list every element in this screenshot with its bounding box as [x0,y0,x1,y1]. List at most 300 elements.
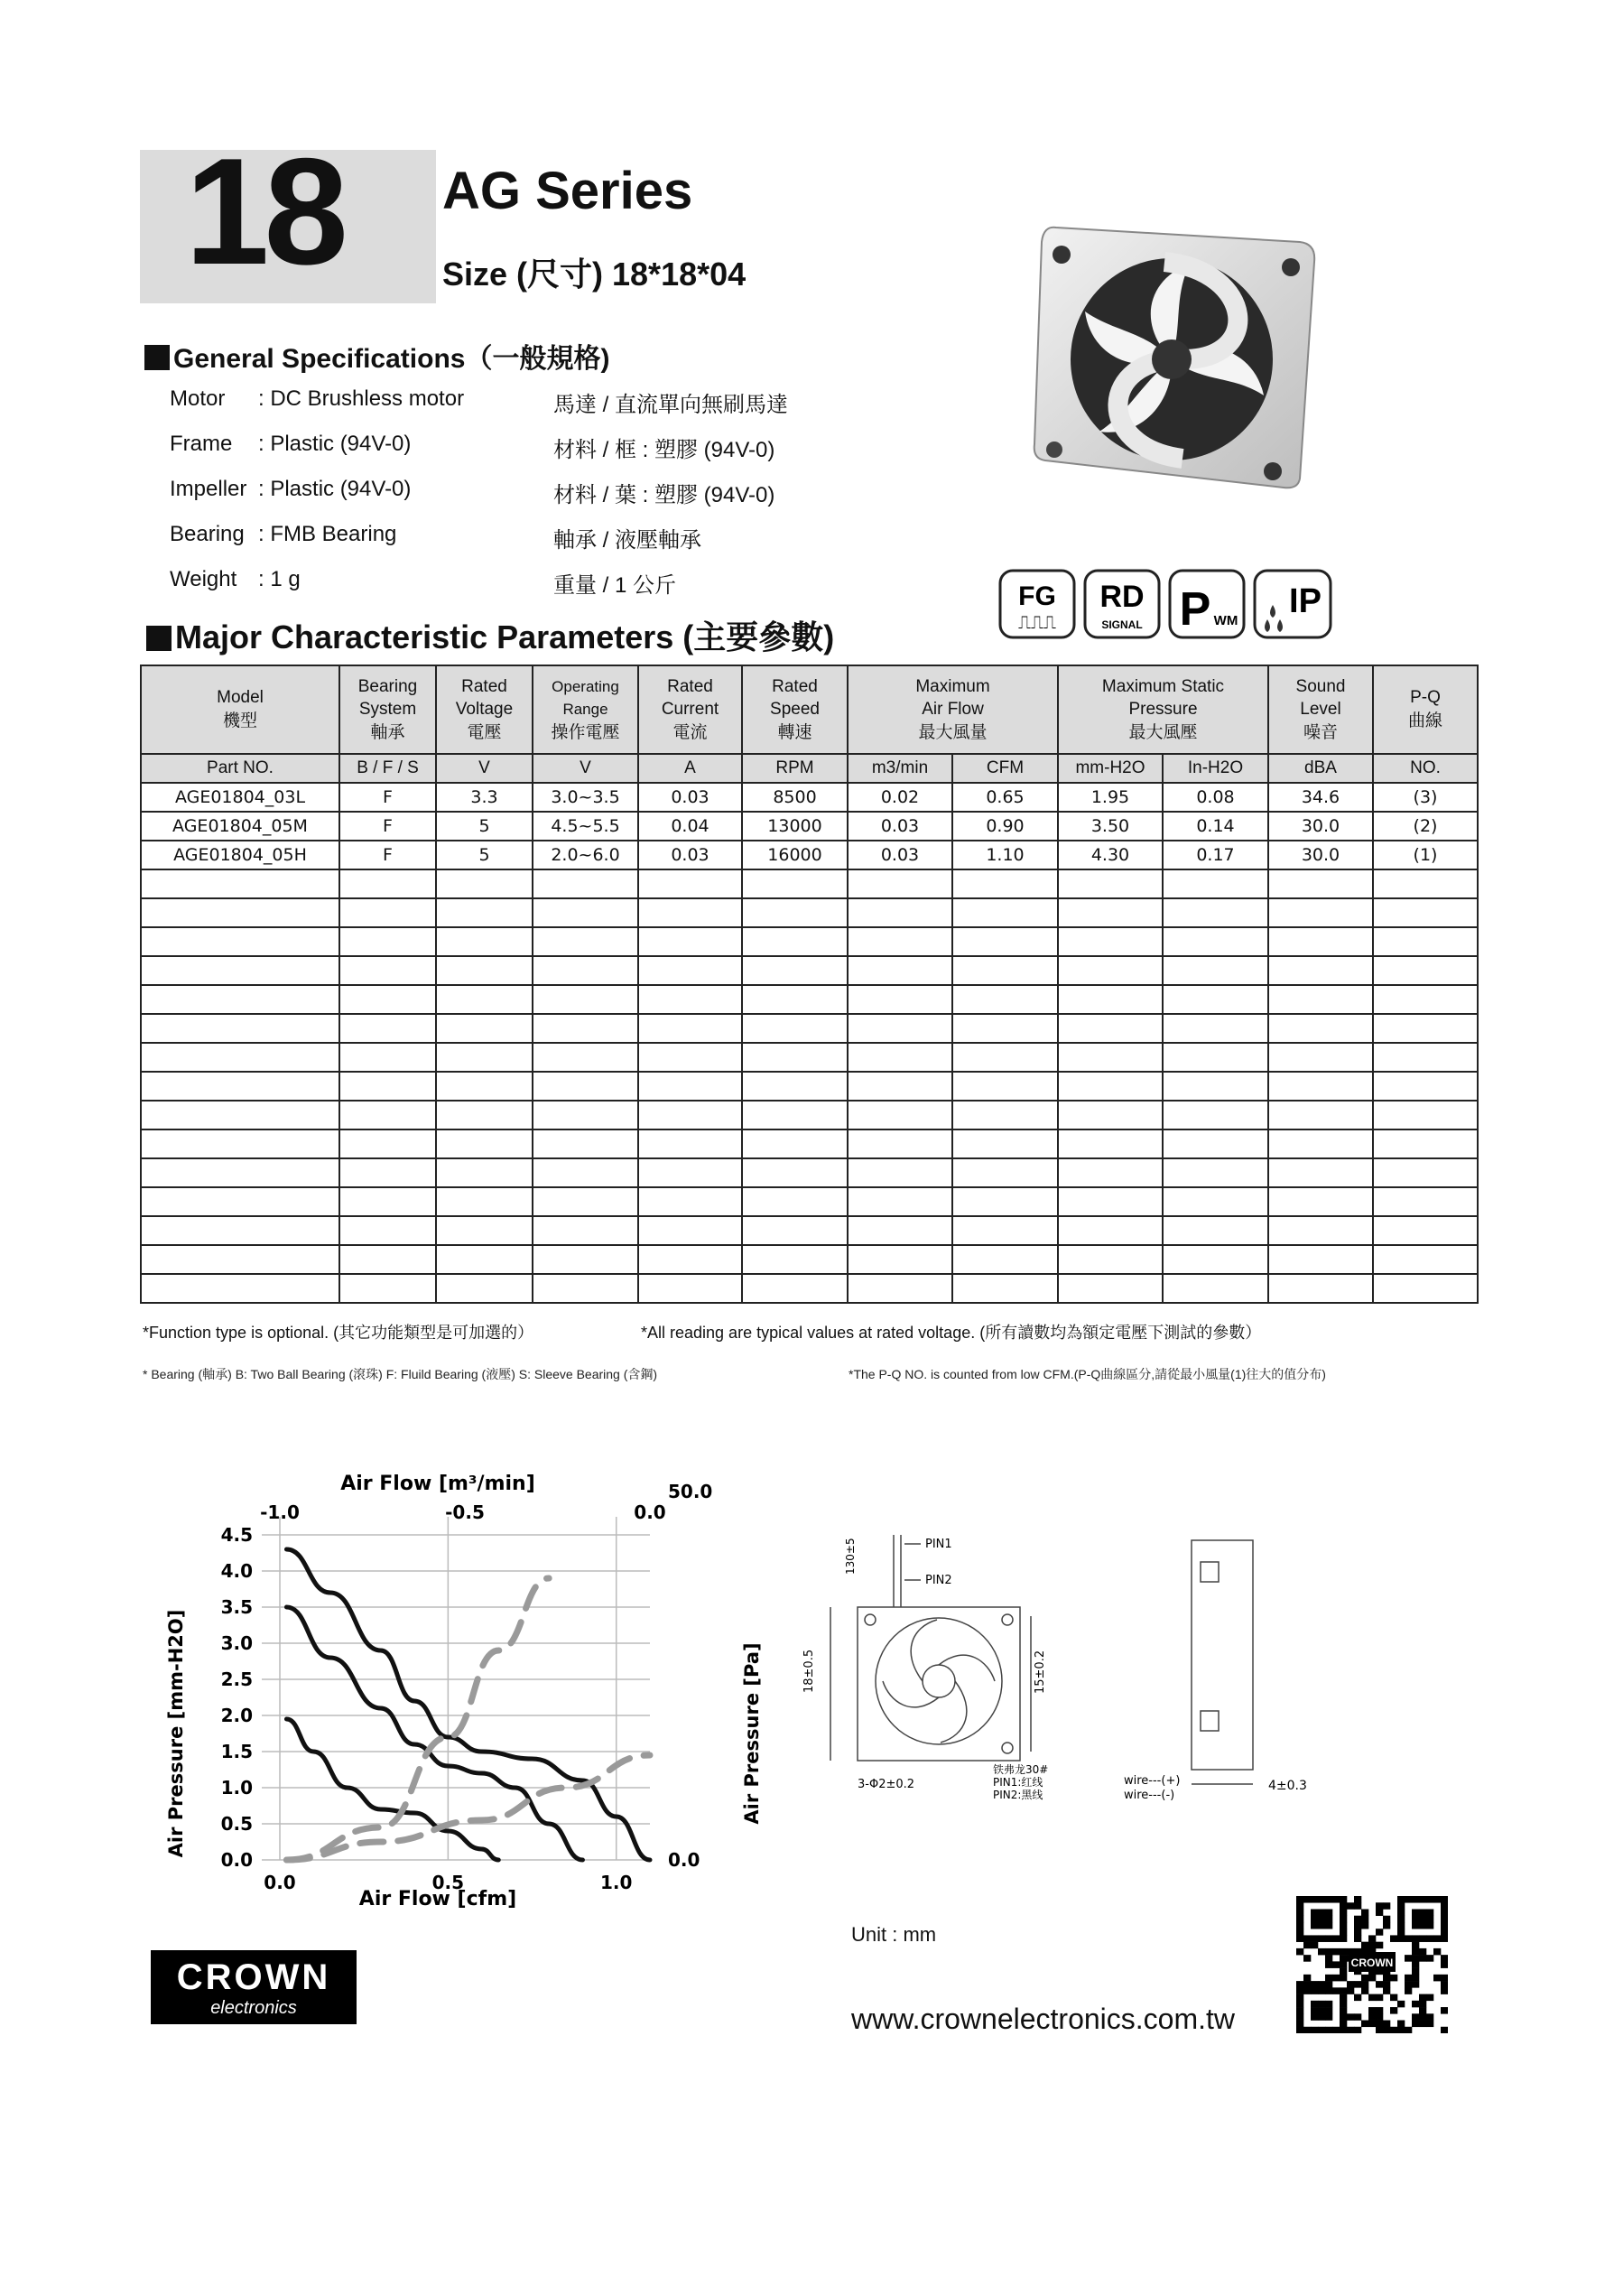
empty-cell [339,898,436,927]
svg-text:WM: WM [1213,613,1238,628]
note-readings: *All reading are typical values at rated voltage. (所有讀數均為額定電壓下測試的參數） [641,1324,1262,1342]
empty-cell [1163,1129,1268,1158]
empty-cell [638,956,742,985]
empty-cell [638,1245,742,1274]
table-cell: 8500 [742,783,848,812]
x-tick-label: 1.0 [600,1872,633,1893]
chart-series [286,1549,650,1860]
spec-row-bearing [170,522,702,553]
table-cell: 2.0~6.0 [533,841,638,869]
empty-cell [339,956,436,985]
empty-cell [638,985,742,1014]
empty-cell [1268,956,1373,985]
empty-cell [339,1274,436,1303]
empty-cell [952,1245,1058,1274]
y-tick-label: 4.0 [220,1560,253,1582]
table-cell: 0.03 [848,841,952,869]
unit-cell: In-H2O [1163,754,1268,783]
table-cell: 13000 [742,812,848,841]
empty-cell [952,956,1058,985]
spec-key: Motor [170,386,226,411]
empty-row [141,869,1478,898]
empty-cell [1268,1129,1373,1158]
empty-cell [1268,1101,1373,1129]
empty-cell [436,898,533,927]
empty-cell [533,1274,638,1303]
header-model: Model 機型 [141,665,339,754]
empty-cell [339,1101,436,1129]
empty-cell [533,1101,638,1129]
empty-cell [1058,1014,1163,1043]
empty-cell [742,1129,848,1158]
table-cell: 0.02 [848,783,952,812]
empty-row [141,1101,1478,1129]
empty-cell [1268,985,1373,1014]
empty-cell [742,1187,848,1216]
empty-cell [1058,1072,1163,1101]
empty-cell [952,1129,1058,1158]
header-sound: Sound Level 噪音 [1268,665,1373,754]
pwm-badge-icon [1170,571,1244,637]
empty-cell [1163,956,1268,985]
wire-minus: wire---(-) [1124,1789,1175,1802]
empty-cell [533,1129,638,1158]
empty-cell [533,1014,638,1043]
empty-row [141,1274,1478,1303]
top-axis-label: Air Flow [m³/min] [340,1473,535,1495]
empty-cell [1268,1158,1373,1187]
empty-cell [339,1072,436,1101]
empty-cell [436,1014,533,1043]
empty-cell [339,1129,436,1158]
empty-cell [436,1072,533,1101]
empty-cell [436,1101,533,1129]
empty-cell [1058,1216,1163,1245]
function-badges [998,569,1334,641]
empty-cell [742,927,848,956]
pin2-label: PIN2 [925,1574,952,1587]
empty-cell [533,1245,638,1274]
table-cell: F [339,812,436,841]
empty-cell [848,1274,952,1303]
table-cell: 1.95 [1058,783,1163,812]
y-tick-label: 0.5 [220,1813,253,1835]
unit-cell: V [533,754,638,783]
empty-cell [742,1274,848,1303]
svg-text:⎍⎍⎍: ⎍⎍⎍ [1018,611,1056,633]
empty-cell [1163,1274,1268,1303]
empty-cell [141,1072,339,1101]
empty-cell [1268,869,1373,898]
table-row [141,783,1478,812]
spec-row-impeller [170,477,775,507]
dim-130: 130±5 [844,1538,857,1575]
unit-cell: NO. [1373,754,1478,783]
table-cell: AGE01804_03L [141,783,339,812]
empty-cell [848,1043,952,1072]
empty-cell [141,898,339,927]
empty-cell [742,1158,848,1187]
empty-cell [638,869,742,898]
empty-cell [141,1014,339,1043]
empty-cell [1058,1158,1163,1187]
empty-cell [1058,1129,1163,1158]
empty-cell [339,1216,436,1245]
empty-cell [339,869,436,898]
table-row [141,812,1478,841]
empty-cell [638,898,742,927]
empty-cell [848,898,952,927]
empty-cell [141,1158,339,1187]
header-bearing: Bearing System 軸承 [339,665,436,754]
table-cell: 0.08 [1163,783,1268,812]
y-tick-label: 3.5 [220,1596,253,1618]
svg-text:RD: RD [1099,580,1145,614]
empty-cell [1163,1245,1268,1274]
empty-row [141,985,1478,1014]
y-tick-label: 3.0 [220,1632,253,1654]
empty-cell [1268,1043,1373,1072]
empty-cell [848,1216,952,1245]
note-pq: *The P-Q NO. is counted from low CFM.(P-Q曲線區分,請從最小風量(1)往大的值分布) [849,1367,1326,1381]
empty-cell [1163,1101,1268,1129]
table-cell: 3.50 [1058,812,1163,841]
empty-cell [533,1158,638,1187]
table-cell: 3.0~3.5 [533,783,638,812]
empty-cell [436,1187,533,1216]
spec-zh: 材料 / 框 : 塑膠 (94V-0) [553,438,775,462]
table-cell: 30.0 [1268,812,1373,841]
empty-cell [141,1216,339,1245]
header-current: Rated Current 電流 [638,665,742,754]
dim-4: 4±0.3 [1268,1779,1307,1793]
empty-cell [638,1216,742,1245]
wire-note-1: 铁弗龙30# [993,1763,1049,1776]
table-cell: 0.03 [638,783,742,812]
empty-row [141,1158,1478,1187]
empty-cell [1373,927,1478,956]
chart-grid [262,1517,650,1860]
table-cell: 34.6 [1268,783,1373,812]
top-tick-label: 0.0 [634,1501,666,1523]
table-cell: (1) [1373,841,1478,869]
svg-text:P: P [1179,583,1211,636]
empty-cell [436,1129,533,1158]
empty-cell [533,1187,638,1216]
empty-cell [1373,1187,1478,1216]
empty-cell [1373,1043,1478,1072]
empty-cell [638,1014,742,1043]
empty-cell [848,1158,952,1187]
table-cell: AGE01804_05H [141,841,339,869]
empty-cell [638,1043,742,1072]
spec-value: : FMB Bearing [258,522,397,546]
empty-cell [141,1129,339,1158]
size-number: 18 [185,126,343,296]
empty-cell [1373,956,1478,985]
empty-cell [742,1216,848,1245]
unit-cell: dBA [1268,754,1373,783]
empty-cell [1373,1216,1478,1245]
y-axis-label: Air Pressure [mm-H2O] [165,1609,187,1858]
spec-zh: 材料 / 葉 : 塑膠 (94V-0) [553,483,775,507]
empty-cell [1163,985,1268,1014]
spec-zh: 馬達 / 直流單向無刷馬達 [553,393,789,417]
spec-value: : Plastic (94V-0) [258,477,412,501]
y-tick-label: 0.0 [220,1849,253,1871]
empty-cell [1373,985,1478,1014]
header-static-pressure: Maximum Static Pressure 最大風壓 [1058,665,1268,754]
spec-row-weight [170,567,677,598]
table-cell: 1.10 [952,841,1058,869]
empty-cell [533,869,638,898]
table-cell: 0.04 [638,812,742,841]
y-tick-label: 4.5 [220,1524,253,1546]
empty-row [141,1043,1478,1072]
empty-cell [1373,1158,1478,1187]
empty-cell [1163,1072,1268,1101]
header-air-flow: Maximum Air Flow 最大風量 [848,665,1058,754]
spec-key: Impeller [170,477,247,501]
unit-cell: CFM [952,754,1058,783]
empty-cell [742,1072,848,1101]
unit-cell: m3/min [848,754,952,783]
spec-value: : Plastic (94V-0) [258,432,412,456]
empty-cell [1373,898,1478,927]
empty-cell [952,869,1058,898]
empty-cell [1163,1158,1268,1187]
empty-cell [436,869,533,898]
y-tick-label: 1.0 [220,1777,253,1799]
empty-cell [638,1187,742,1216]
wire-note-2: PIN1:红线 [993,1776,1043,1789]
header-voltage: Rated Voltage 電壓 [436,665,533,754]
empty-cell [1268,1274,1373,1303]
dim-15: 15±0.2 [1034,1650,1047,1694]
square-bullet-icon [144,345,170,370]
empty-cell [638,1129,742,1158]
empty-cell [952,927,1058,956]
unit-cell: A [638,754,742,783]
table-cell: 4.30 [1058,841,1163,869]
chart-ticks [221,1463,726,1893]
empty-row [141,1072,1478,1101]
empty-cell [1268,1245,1373,1274]
series-title: AG Series [442,162,693,220]
empty-cell [339,1014,436,1043]
empty-cell [848,1187,952,1216]
table-row [141,841,1478,869]
empty-row [141,1187,1478,1216]
major-params-title: Major Characteristic Parameters (主要參數) [146,612,834,658]
empty-cell [533,956,638,985]
empty-cell [141,1187,339,1216]
y2-axis-label: Air Pressure [Pa] [741,1642,763,1825]
empty-cell [1373,1129,1478,1158]
empty-cell [141,956,339,985]
table-body [141,783,1478,1303]
empty-cell [952,1274,1058,1303]
empty-cell [848,956,952,985]
empty-cell [742,1014,848,1043]
x-tick-label: 0.5 [431,1872,465,1893]
empty-cell [952,1158,1058,1187]
empty-cell [1058,956,1163,985]
empty-cell [533,1043,638,1072]
empty-cell [533,927,638,956]
empty-cell [339,985,436,1014]
x-tick-label: 0.0 [264,1872,296,1893]
empty-cell [141,869,339,898]
empty-cell [141,1245,339,1274]
empty-cell [1163,898,1268,927]
empty-cell [1268,898,1373,927]
table-cell: 0.03 [848,812,952,841]
table-cell: (2) [1373,812,1478,841]
empty-cell [638,1274,742,1303]
empty-cell [436,1216,533,1245]
empty-cell [436,1245,533,1274]
spec-value: : 1 g [258,567,301,591]
pin1-label: PIN1 [925,1538,952,1551]
rd-badge-icon [1085,571,1159,637]
unit-cell: V [436,754,533,783]
empty-cell [1268,1014,1373,1043]
top-tick-label: -1.0 [260,1501,300,1523]
table-cell: AGE01804_05M [141,812,339,841]
empty-cell [141,927,339,956]
empty-cell [848,1014,952,1043]
empty-cell [848,927,952,956]
series-line-3 [286,1719,498,1860]
empty-row [141,898,1478,927]
empty-cell [952,1216,1058,1245]
empty-cell [436,1158,533,1187]
empty-cell [1058,1101,1163,1129]
wire-note-3: PIN2:黑线 [993,1789,1043,1801]
empty-cell [742,1043,848,1072]
empty-cell [1058,898,1163,927]
empty-cell [638,1101,742,1129]
empty-cell [1268,927,1373,956]
empty-cell [436,956,533,985]
empty-row [141,927,1478,956]
qr-code-icon [1296,1896,1448,2033]
spec-row-motor [170,386,789,417]
empty-row [141,1245,1478,1274]
empty-cell [1373,1014,1478,1043]
empty-cell [436,1274,533,1303]
empty-cell [848,869,952,898]
website-link[interactable]: www.crownelectronics.com.tw [851,2003,1235,2035]
svg-text:IP: IP [1289,582,1322,620]
x-axis-label: Air Flow [cfm] [358,1888,517,1910]
empty-cell [1268,1216,1373,1245]
holes-label: 3-Φ2±0.2 [858,1778,915,1791]
empty-row [141,1014,1478,1043]
empty-cell [742,985,848,1014]
empty-cell [1373,1245,1478,1274]
header-speed: Rated Speed 轉速 [742,665,848,754]
size-label: Size (尺寸) 18*18*04 [442,256,747,293]
table-cell: 0.65 [952,783,1058,812]
empty-cell [533,1072,638,1101]
empty-cell [952,985,1058,1014]
empty-cell [952,1043,1058,1072]
header-pq: P-Q 曲線 [1373,665,1478,754]
empty-cell [848,1101,952,1129]
empty-cell [1268,1187,1373,1216]
empty-cell [339,1245,436,1274]
empty-cell [1268,1072,1373,1101]
dim-18: 18±0.5 [802,1649,816,1693]
empty-cell [638,1072,742,1101]
empty-cell [141,1274,339,1303]
empty-cell [742,869,848,898]
empty-cell [339,1043,436,1072]
series-line-2 [286,1607,582,1860]
empty-cell [1163,927,1268,956]
table-cell: 0.14 [1163,812,1268,841]
top-tick-label: -0.5 [445,1501,485,1523]
table-cell: 4.5~5.5 [533,812,638,841]
y-tick-label: 1.5 [220,1741,253,1762]
empty-cell [1373,1101,1478,1129]
empty-cell [436,1043,533,1072]
empty-cell [638,927,742,956]
empty-cell [638,1158,742,1187]
table-cell: 0.90 [952,812,1058,841]
table-cell: F [339,841,436,869]
spec-row-frame [170,432,775,462]
units-row [141,754,1478,783]
empty-cell [952,1187,1058,1216]
empty-cell [742,1245,848,1274]
unit-cell: RPM [742,754,848,783]
table-cell: (3) [1373,783,1478,812]
table-cell: 30.0 [1268,841,1373,869]
header-operating-range: Operating Range 操作電壓 [533,665,638,754]
table-cell: 16000 [742,841,848,869]
spec-zh: 軸承 / 液壓軸承 [553,528,702,553]
note-bearing: * Bearing (軸承) B: Two Ball Bearing (滾珠) F: Fluild Bearing (液壓) S: Sleeve Bearing (含鋼) [143,1367,658,1381]
empty-cell [141,1101,339,1129]
unit-cell: mm-H2O [1058,754,1163,783]
spec-value: : DC Brushless motor [258,386,465,411]
empty-cell [952,1101,1058,1129]
y2-tick-label: 50.0 [668,1481,713,1503]
empty-row [141,1129,1478,1158]
table-cell: 3.3 [436,783,533,812]
svg-text:CROWN: CROWN [1350,1957,1394,1969]
spec-key: Weight [170,567,237,591]
general-specs-title: General Specifications（一般規格) [144,336,609,376]
unit-cell: B / F / S [339,754,436,783]
empty-cell [141,985,339,1014]
note-function: *Function type is optional. (其它功能類型是可加選的） [143,1324,534,1342]
spec-key: Bearing [170,522,245,546]
spec-zh: 重量 / 1 公斤 [553,573,677,598]
table-cell: 0.03 [638,841,742,869]
table-cell: F [339,783,436,812]
table-cell: 5 [436,812,533,841]
empty-cell [1058,1043,1163,1072]
spec-table [140,665,1479,1304]
svg-text:FG: FG [1018,581,1056,611]
table-cell: 0.17 [1163,841,1268,869]
empty-cell [339,1187,436,1216]
empty-cell [1373,869,1478,898]
